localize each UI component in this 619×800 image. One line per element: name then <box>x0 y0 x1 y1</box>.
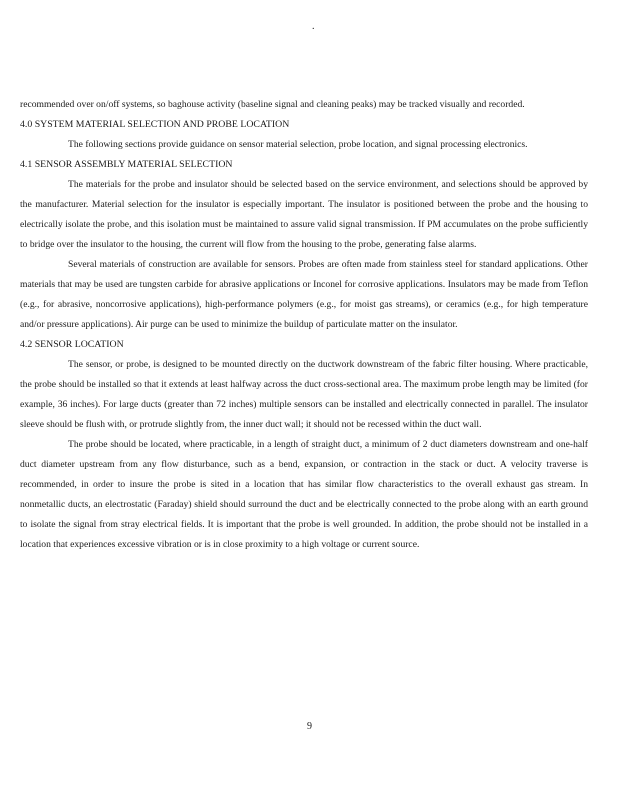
paragraph-location: The probe should be located, where practicable, in a length of straight duct, a minimum of 2 duct diameters downstream and one-half duct diameter upstream from any flow disturbance, such as a bend, expansion, or contraction in the stack or duct. A velocity traverse is recommended, in order to insure the probe is sited in a location that has similar flow characteristics to the overall exhaust gas stream. In nonmetallic ducts, an electrostatic (Faraday) shield should surround the duct and be electrically connected to the probe along with an earth ground to isolate the signal from stray electrical fields. It is important that the probe is well grounded. In addition, the probe should not be installed in a location that experiences excessive vibration or is in close proximity to a high voltage or current source. <box>20 439 588 550</box>
section-heading-4-1: 4.1 SENSOR ASSEMBLY MATERIAL SELECTION <box>20 159 233 170</box>
paragraph-mounting: The sensor, or probe, is designed to be mounted directly on the ductwork downstream of the fabric filter housing. Where practicable, the probe should be installed so that it extends at least halfway across the duct cross-sectional area. The maximum probe length may be limited (for example, 36 inches). For large ducts (greater than 72 inches) multiple sensors can be installed and electrically connected in parallel. The insulator sleeve should be flush with, or protrude slightly from, the inner duct wall; it should not be recessed within the duct wall. <box>20 359 588 430</box>
page-number: 9 <box>307 721 312 732</box>
paragraph-materials: The materials for the probe and insulator should be selected based on the service environment, and selections should be approved by the manufacturer. Material selection for the insulator is especially important. The insulator is positioned between the probe and the housing to electrically isolate the probe, and this isolation must be maintained to assure valid signal transmission. If PM accumulates on the probe sufficiently to bridge over the insulator to the housing, the current will flow from the housing to the probe, generating false alarms. <box>20 179 588 250</box>
page-body <box>20 95 588 555</box>
section-heading-4-2: 4.2 SENSOR LOCATION <box>20 339 124 350</box>
paragraph-intro: The following sections provide guidance on sensor material selection, probe location, and signal processing electronics. <box>68 139 528 150</box>
paragraph-construction: Several materials of construction are available for sensors. Probes are often made from stainless steel for standard applications. Other materials that may be used are tungsten carbide for abrasive applications or Inconel for corrosive applications. Insulators may be made from Teflon (e.g., for abrasive, noncorrosive applications), high-performance polymers (e.g., for moist gas streams), or ceramics (e.g., for high temperature and/or pressure applications). Air purge can be used to minimize the buildup of particulate matter on the insulator. <box>20 259 588 330</box>
page-mark: . <box>312 21 315 32</box>
section-heading-4-0: 4.0 SYSTEM MATERIAL SELECTION AND PROBE LOCATION <box>20 119 290 130</box>
paragraph-continuation: recommended over on/off systems, so baghouse activity (baseline signal and cleaning peaks) may be tracked visually and recorded. <box>20 99 525 110</box>
